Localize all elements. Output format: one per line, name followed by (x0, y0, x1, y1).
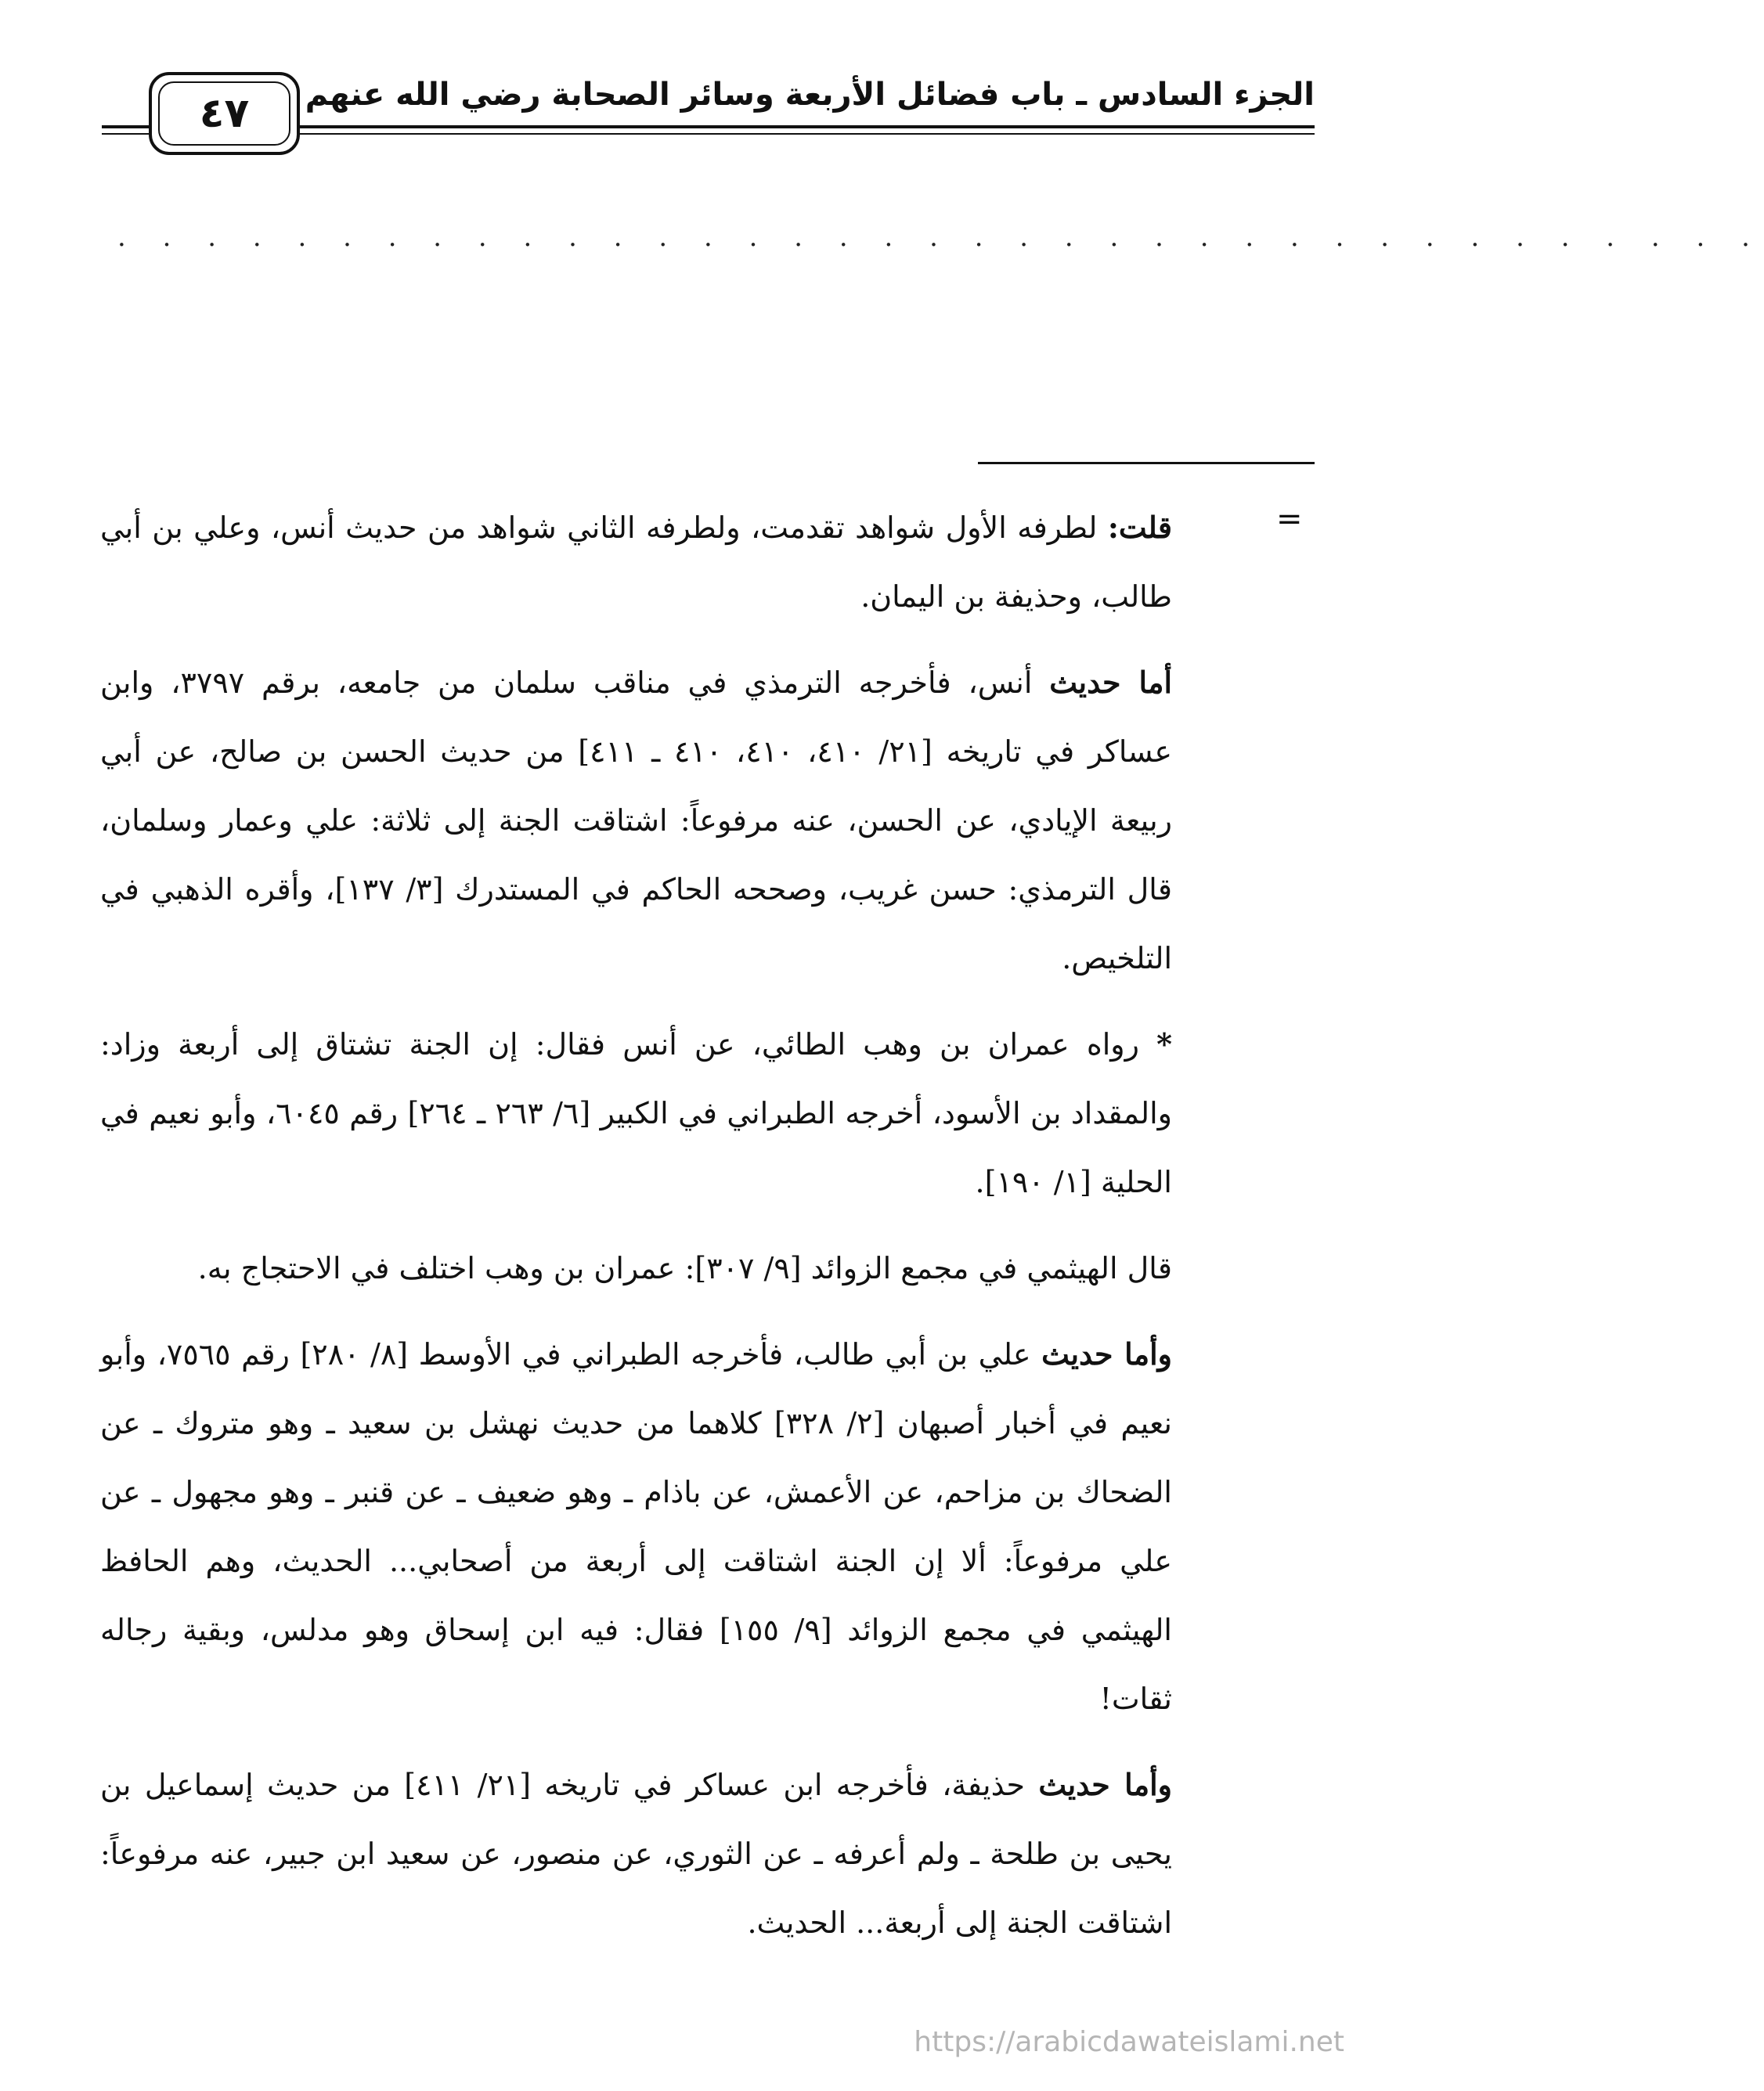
source-watermark: https://arabicdawateislami.net (914, 2026, 1344, 2058)
paragraph-2 (100, 648, 1172, 993)
paragraph-text: حذيفة، فأخرجه ابن عساكر في تاريخه [٢١/ ٤١١] من حديث إسماعيل بن يحيى بن طلحة ـ ولم أعرفه ـ عن الثوري، عن منصور، عن سعيد ابن جبير، عنه مرفوعاً: اشتاقت الجنة إلى أربعة... الحديث. (100, 1768, 1172, 1940)
paragraph-lead: وأما حديث (1038, 1767, 1172, 1802)
paragraph-5 (100, 1320, 1172, 1733)
paragraph-text: أنس، فأخرجه الترمذي في مناقب سلمان من جامعه، برقم ٣٧٩٧، وابن عساكر في تاريخه [٢١/ ٤١٠، ٤١٠، ٤١٠ ـ ٤١١] من حديث الحسن بن صالح، عن أبي ربيعة الإيادي، عن الحسن، عنه مرفوعاً: اشتاقت الجنة إلى ثلاثة: علي وعمار وسلمان، قال الترمذي: حسن غريب، وصححه الحاكم في المستدرك [٣/ ١٣٧]، وأقره الذهبي في التلخيص. (100, 665, 1173, 975)
dotted-separator: · · · · · · · · · · · · · · · · · · · · · · · · · · · · · · · · · · · · · (117, 229, 1764, 261)
page-number: ٤٧ (158, 81, 290, 146)
paragraph-text: رواه عمران بن وهب الطائي، عن أنس فقال: إن الجنة تشتاق إلى أربعة وزاد: والمقداد بن الأسود، أخرجه الطبراني في الكبير [٦/ ٢٦٣ ـ ٢٦٤] رقم ٦٠٤٥، وأبو نعيم في الحلية [١/ ١٩٠]. (100, 1027, 1172, 1199)
footnote-rule (978, 462, 1315, 464)
paragraph-text: لطرفه الأول شواهد تقدمت، ولطرفه الثاني شواهد من حديث أنس، وعلي بن أبي طالب، وحذيفة بن اليمان. (100, 510, 1172, 614)
paragraph-4 (100, 1234, 1172, 1303)
page-number-frame (149, 72, 300, 155)
paragraph-3 (100, 1010, 1172, 1217)
paragraph-lead: أما حديث (1049, 665, 1173, 700)
running-header-title: الجزء السادس ـ باب فضائل الأربعة وسائر الصحابة رضي الله عنهم (305, 77, 1315, 113)
paragraph-text: علي بن أبي طالب، فأخرجه الطبراني في الأوسط [٨/ ٢٨٠] رقم ٧٥٦٥، وأبو نعيم في أخبار أصبهان [٢/ ٣٢٨] كلاهما من حديث نهشل بن سعيد ـ وهو متروك ـ عن الضحاك بن مزاحم، عن الأعمش، عن باذام ـ وهو ضعيف ـ عن قنبر ـ وهو مجهول ـ عن علي مرفوعاً: ألا إن الجنة اشتاقت إلى أربعة من أصحابي... الحديث، وهم الحافظ الهيثمي في مجمع الزوائد [٩/ ١٥٥] فقال: فيه ابن إسحاق وهو مدلس، وبقية رجاله ثقات! (100, 1337, 1172, 1716)
continuation-mark: = (1276, 501, 1303, 537)
paragraph-text: قال الهيثمي في مجمع الزوائد [٩/ ٣٠٧]: عمران بن وهب اختلف في الاحتجاج به. (197, 1251, 1172, 1285)
footnote-body (100, 493, 1172, 1974)
paragraph-lead: قلت: (1107, 510, 1172, 545)
star-bullet: * (1156, 1026, 1172, 1062)
paragraph-lead: وأما حديث (1041, 1336, 1172, 1372)
paragraph-6 (100, 1750, 1172, 1957)
paragraph-1 (100, 493, 1172, 631)
